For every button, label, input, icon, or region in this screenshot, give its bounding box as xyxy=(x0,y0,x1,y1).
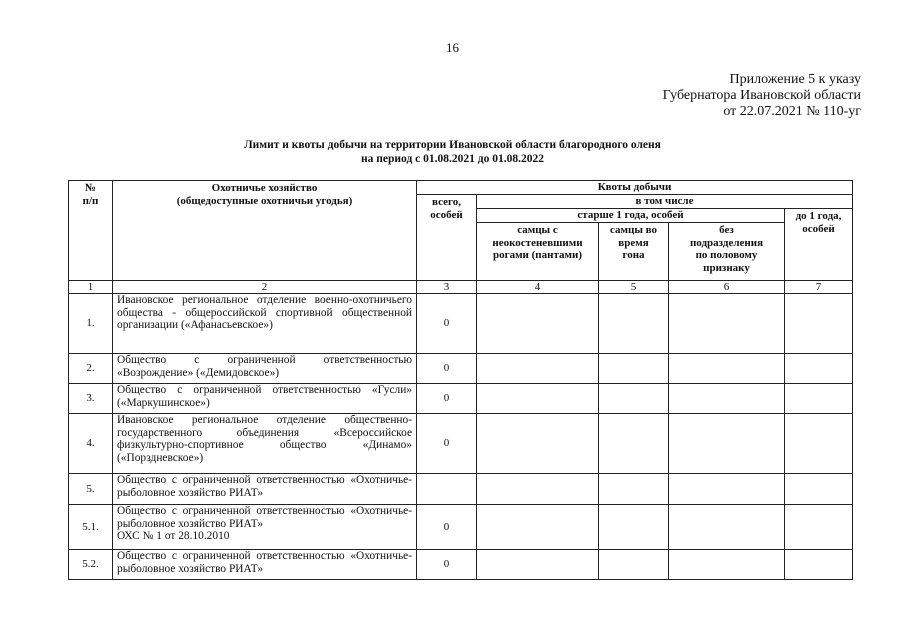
column-number: 7 xyxy=(785,281,853,294)
row-cell xyxy=(669,354,785,384)
row-cell xyxy=(477,414,599,474)
row-farm-name-extra: ОХС № 1 от 28.10.2010 xyxy=(117,530,230,543)
row-cell xyxy=(669,550,785,580)
header-including: в том числе xyxy=(477,195,853,209)
row-cell xyxy=(669,474,785,505)
header-males-rut: самцы во время гона xyxy=(599,223,669,281)
row-farm-name: Общество с ограниченной ответственностью «Охотничье-рыболовное хозяйство РИАТ» xyxy=(113,474,417,505)
header-no-sex: без подразделения по половому признаку xyxy=(669,223,785,281)
row-cell xyxy=(785,294,853,354)
column-number: 1 xyxy=(69,281,113,294)
row-total: 0 xyxy=(417,414,477,474)
row-cell xyxy=(599,550,669,580)
row-num: 5.2. xyxy=(69,550,113,580)
column-number: 6 xyxy=(669,281,785,294)
appendix-header xyxy=(663,72,861,120)
row-cell xyxy=(599,414,669,474)
row-cell xyxy=(785,354,853,384)
row-cell xyxy=(669,505,785,550)
row-cell xyxy=(477,354,599,384)
column-number: 4 xyxy=(477,281,599,294)
row-farm-name-text: Общество с ограниченной ответственностью «Охотничье-рыболовное хозяйство РИАТ» xyxy=(117,505,412,530)
header-older: старше 1 года, особей xyxy=(477,209,785,223)
document-title-line-2: на период с 01.08.2021 до 01.08.2022 xyxy=(361,153,544,165)
row-cell xyxy=(785,414,853,474)
document-title-line-1: Лимит и квоты добычи на территории Ивановской области благородного оленя xyxy=(244,139,661,151)
row-cell xyxy=(477,384,599,414)
row-cell xyxy=(785,505,853,550)
row-farm-name: Ивановское региональное отделение военно-охотничьего общества - общероссийской спортивной общественной организации («Афанасьевское») xyxy=(113,294,417,354)
row-cell xyxy=(599,384,669,414)
row-cell xyxy=(477,550,599,580)
row-total: 0 xyxy=(417,550,477,580)
row-cell xyxy=(785,474,853,505)
row-cell xyxy=(785,550,853,580)
column-number: 2 xyxy=(113,281,417,294)
column-numbers-row xyxy=(69,281,853,294)
row-cell xyxy=(669,294,785,354)
row-total: 0 xyxy=(417,505,477,550)
table-row xyxy=(69,474,853,505)
row-num: 1. xyxy=(69,294,113,354)
row-cell xyxy=(669,384,785,414)
row-total: 0 xyxy=(417,384,477,414)
row-cell xyxy=(599,354,669,384)
row-num: 4. xyxy=(69,414,113,474)
row-cell xyxy=(599,505,669,550)
appendix-line-3: от 22.07.2021 № 110-уг xyxy=(723,104,861,119)
page-number: 16 xyxy=(446,40,459,55)
row-cell xyxy=(477,294,599,354)
column-number: 5 xyxy=(599,281,669,294)
row-total: 0 xyxy=(417,294,477,354)
table-row xyxy=(69,414,853,474)
row-cell xyxy=(599,294,669,354)
row-cell xyxy=(785,384,853,414)
header-farm: Охотничье хозяйство (общедоступные охотничьи угодья) xyxy=(113,181,417,281)
header-total: всего, особей xyxy=(417,195,477,281)
appendix-line-2: Губернатора Ивановской области xyxy=(662,88,861,103)
row-num: 5. xyxy=(69,474,113,505)
row-total: 0 xyxy=(417,354,477,384)
row-num: 2. xyxy=(69,354,113,384)
quota-table xyxy=(68,180,853,580)
row-cell xyxy=(599,474,669,505)
row-num: 3. xyxy=(69,384,113,414)
header-num: № п/п xyxy=(69,181,113,281)
document-title xyxy=(0,138,905,166)
row-farm-name: Общество с ограниченной ответственностью «Возрождение» («Демидовское») xyxy=(113,354,417,384)
appendix-line-1: Приложение 5 к указу xyxy=(729,72,861,87)
table-row xyxy=(69,384,853,414)
table-row xyxy=(69,550,853,580)
row-total xyxy=(417,474,477,505)
header-males-antlers: самцы с неокостеневшими рогами (пантами) xyxy=(477,223,599,281)
table-row xyxy=(69,294,853,354)
table-row xyxy=(69,505,853,550)
row-farm-name: Общество с ограниченной ответственностью «Охотничье-рыболовное хозяйство РИАТ» xyxy=(113,550,417,580)
row-cell xyxy=(669,414,785,474)
row-cell xyxy=(477,505,599,550)
row-farm-name: Общество с ограниченной ответственностью «Гусли» («Маркушинское») xyxy=(113,384,417,414)
row-farm-name: Ивановское региональное отделение общественно-государственного объединения «Всероссийское физкультурно-спортивное общество «Динамо» («Порздневское») xyxy=(113,414,417,474)
row-farm-name xyxy=(113,505,417,550)
table-row xyxy=(69,354,853,384)
header-quotas: Квоты добычи xyxy=(417,181,853,195)
row-cell xyxy=(477,474,599,505)
column-number: 3 xyxy=(417,281,477,294)
header-young: до 1 года, особей xyxy=(785,209,853,281)
row-num: 5.1. xyxy=(69,505,113,550)
